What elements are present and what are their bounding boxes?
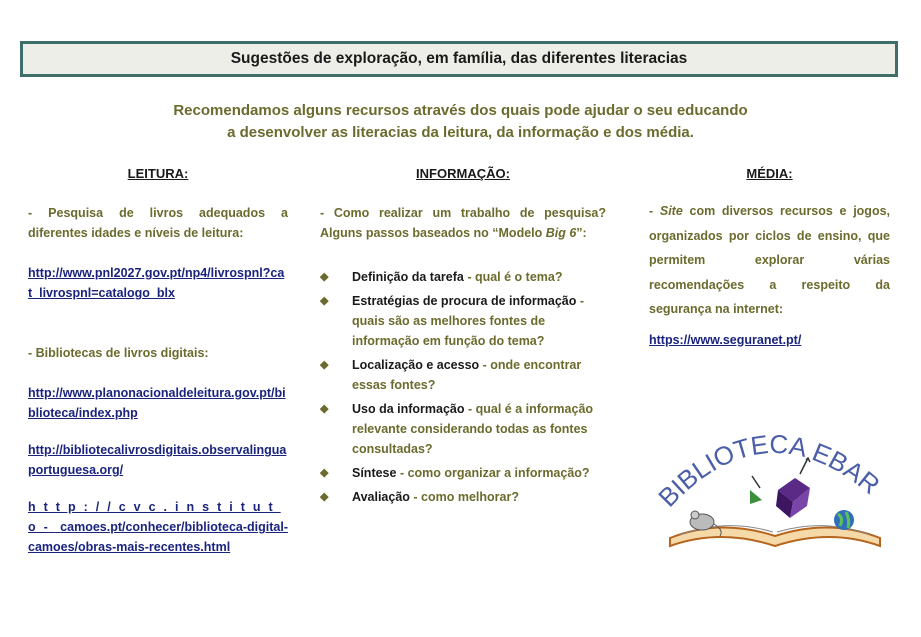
- logo-text: BIBLIOTECA EBAR: [652, 428, 886, 513]
- informacao-intro: - Como realizar um trabalho de pesquisa? Alguns passos baseados no “Modelo Big 6”:: [320, 206, 606, 240]
- bullet-icon: ◆: [320, 271, 329, 283]
- pnl-biblioteca-link[interactable]: http://www.planonacionaldeleitura.gov.pt/biblioteca/index.php: [28, 386, 286, 420]
- pnl-catalog-link[interactable]: http://www.pnl2027.gov.pt/np4/livrospnl?cat_livrospnl=catalogo_blx: [28, 266, 285, 300]
- media-heading: MÉDIA:: [746, 166, 793, 181]
- bullet-icon: ◆: [320, 403, 329, 415]
- intro-line-2: a desenvolver as literacias da leitura, da informação e dos média.: [227, 124, 694, 141]
- step-desc: - como organizar a informação?: [396, 466, 590, 480]
- big6-step: [320, 267, 606, 287]
- step-term: Avaliação: [352, 490, 410, 504]
- biblioteca-logo: [650, 418, 900, 558]
- step-desc: - quais são as melhores fontes de informação em função do tema?: [352, 294, 585, 348]
- bullet-icon: ◆: [320, 295, 329, 307]
- big6-step: [320, 291, 606, 351]
- leitura-column: [28, 164, 288, 557]
- livros-digitais-link[interactable]: http://bibliotecalivrosdigitais.observalinguaportuguesa.org/: [28, 443, 287, 477]
- big6-step: [320, 399, 606, 459]
- page-title: Sugestões de exploração, em família, das diferentes literacias: [230, 50, 688, 67]
- step-term: Estratégias de procura de informação: [352, 294, 577, 308]
- bullet-icon: ◆: [320, 491, 329, 503]
- intro-text: [0, 100, 921, 144]
- step-term: Definição da tarefa: [352, 270, 464, 284]
- globe-icon: [834, 510, 854, 530]
- leitura-item-2: - Bibliotecas de livros digitais:: [28, 346, 209, 360]
- title-banner: [20, 41, 898, 77]
- media-description: - Site com diversos recursos e jogos, organizados por ciclos de ensino, que permitem explorar várias recomendações a respeito da segurança na internet:: [649, 204, 891, 316]
- step-term: Uso da informação: [352, 402, 465, 416]
- big6-steps-list: [320, 267, 606, 507]
- informacao-heading: INFORMAÇÃO:: [416, 166, 510, 181]
- informacao-column: [320, 164, 606, 511]
- seguranet-link[interactable]: https://www.seguranet.pt/: [649, 332, 802, 347]
- bullet-icon: ◆: [320, 359, 329, 371]
- intro-line-1: Recomendamos alguns recursos através dos quais pode ajudar o seu educando: [173, 102, 748, 119]
- step-term: Síntese: [352, 466, 397, 480]
- big6-step: [320, 487, 606, 507]
- leitura-heading: LEITURA:: [127, 166, 189, 181]
- leitura-item-1: - Pesquisa de livros adequados a diferentes idades e níveis de leitura:: [28, 206, 288, 240]
- cube-icon: [776, 478, 810, 518]
- step-desc: - qual é a informação relevante considerando todas as fontes consultadas?: [352, 402, 594, 456]
- step-desc: - onde encontrar essas fontes?: [352, 358, 582, 392]
- triangle-icon: [750, 490, 762, 504]
- step-desc: - como melhorar?: [409, 490, 519, 504]
- big6-step: [320, 463, 606, 483]
- step-desc: - qual é o tema?: [463, 270, 563, 284]
- camoes-link[interactable]: http://cvc.instituto- camoes.pt/conhecer/biblioteca-digital-camoes/obras-mais-recentes.html: [28, 500, 288, 554]
- bullet-icon: ◆: [320, 467, 329, 479]
- media-column: [649, 164, 890, 352]
- step-term: Localização e acesso: [352, 358, 480, 372]
- big6-step: [320, 355, 606, 395]
